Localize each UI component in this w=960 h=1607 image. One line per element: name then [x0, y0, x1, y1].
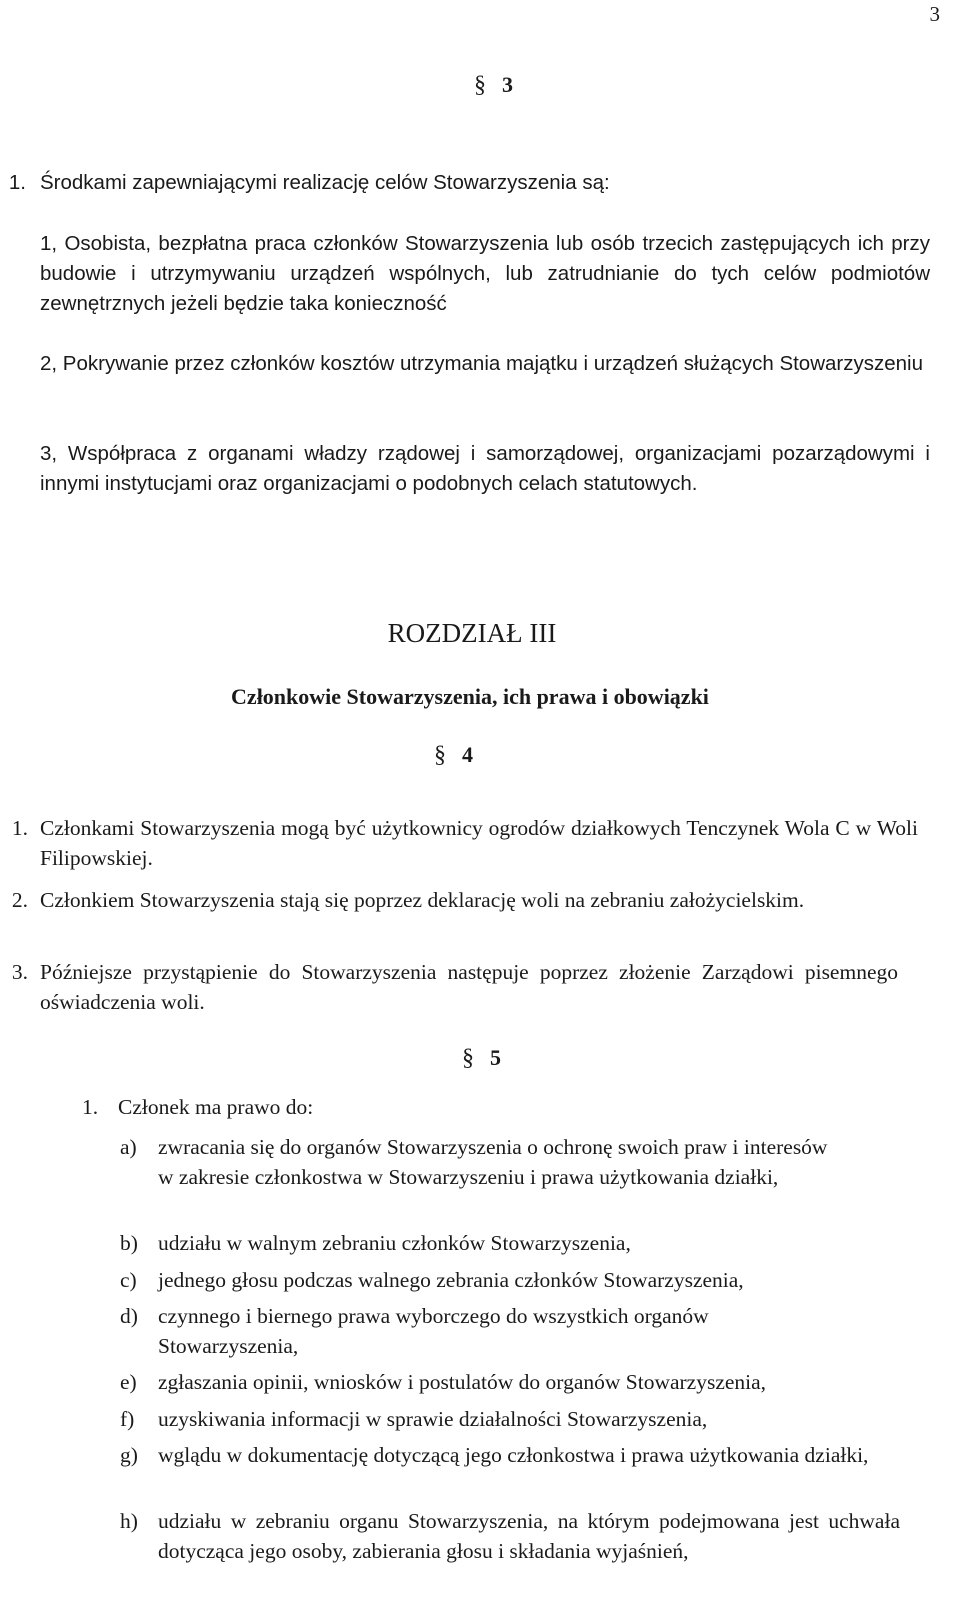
right-item-c	[120, 1265, 900, 1295]
right-item-f	[120, 1404, 900, 1434]
item-text: Środkami zapewniającymi realizację celów Stowarzyszenia są:	[40, 171, 610, 194]
item-number: 3.	[11, 960, 28, 984]
page-number: 3	[929, 2, 940, 26]
item-text: wglądu w dokumentację dotyczącą jego członkostwa i prawa użytkowania działki,	[158, 1443, 869, 1467]
section-number: 4	[462, 742, 473, 767]
item-letter: d)	[120, 1304, 138, 1328]
item-letter: e)	[120, 1370, 137, 1394]
item-text: udziału w zebraniu organu Stowarzyszenia, na którym podejmowana jest uchwała dotycząca jego osoby, zabierania głosu i składania wyjaśnień,	[158, 1509, 900, 1563]
item-letter: f)	[120, 1407, 135, 1431]
section-4-item-1	[0, 813, 918, 873]
right-item-h	[120, 1506, 900, 1566]
item-letter: g)	[120, 1443, 138, 1467]
item-text: zgłaszania opinii, wniosków i postulatów do organów Stowarzyszenia,	[158, 1370, 767, 1394]
section-sign: §	[474, 72, 486, 98]
section-number: 3	[502, 72, 513, 97]
chapter-subtitle: Członkowie Stowarzyszenia, ich prawa i obowiązki	[231, 684, 709, 709]
item-number: 1.	[11, 816, 28, 840]
item-letter: c)	[120, 1268, 137, 1292]
right-item-g	[120, 1440, 900, 1470]
item-number: 1.	[82, 1095, 99, 1119]
section-sign: §	[434, 742, 446, 768]
item-text: uzyskiwania informacji w sprawie działalności Stowarzyszenia,	[158, 1407, 708, 1431]
section-4-heading	[434, 742, 473, 769]
item-letter: h)	[120, 1509, 138, 1533]
item-number: 2.	[11, 888, 28, 912]
right-item-b	[120, 1228, 900, 1258]
section-3-paragraph-1: 1, Osobista, bezpłatna praca członków Stowarzyszenia lub osób trzecich zastępujących ich przy budowie i utrzymywaniu urządzeń wspólnych, lub zatrudnianie do tych celów podmiotów zewnętrznych jeżeli będzie taka konieczność	[40, 232, 930, 315]
section-4-item-2	[0, 885, 918, 915]
right-item-e	[120, 1367, 900, 1397]
section-3-heading	[474, 72, 513, 99]
right-item-d	[120, 1301, 900, 1361]
item-text: Członkami Stowarzyszenia mogą być użytkownicy ogrodów działkowych Tenczynek Wola C w Woli Filipowskiej.	[40, 816, 918, 870]
item-text: udziału w walnym zebraniu członków Stowarzyszenia,	[158, 1231, 631, 1255]
section-number: 5	[490, 1045, 501, 1070]
item-letter: b)	[120, 1231, 138, 1255]
section-4-item-3	[0, 957, 918, 1017]
section-5-intro	[82, 1092, 313, 1122]
item-text: jednego głosu podczas walnego zebrania członków Stowarzyszenia,	[158, 1268, 744, 1292]
item-letter: a)	[120, 1135, 137, 1159]
item-text: Późniejsze przystąpienie do Stowarzyszenia następuje poprzez złożenie Zarządowi pisemnego oświadczenia woli.	[40, 960, 898, 1014]
right-item-a	[120, 1132, 900, 1192]
section-3-paragraph-3: 3, Współpraca z organami władzy rządowej i samorządowej, organizacjami pozarządowymi i innymi instytucjami oraz organizacjami o podobnych celach statutowych.	[40, 442, 930, 495]
section-5-heading	[462, 1045, 501, 1072]
item-text: Członkiem Stowarzyszenia stają się poprzez deklarację woli na zebraniu założycielskim.	[40, 888, 805, 912]
item-text: Członek ma prawo do:	[118, 1095, 314, 1119]
section-3-item-1	[0, 168, 610, 198]
section-sign: §	[462, 1045, 474, 1071]
item-number: 1.	[8, 171, 26, 194]
item-text: czynnego i biernego prawa wyborczego do wszystkich organów Stowarzyszenia,	[158, 1304, 709, 1358]
chapter-title: ROZDZIAŁ III	[387, 618, 557, 648]
item-text: zwracania się do organów Stowarzyszenia o ochronę swoich praw i interesów w zakresie członkostwa w Stowarzyszeniu i prawa użytkowania działki,	[158, 1135, 828, 1189]
section-3-paragraph-2: 2, Pokrywanie przez członków kosztów utrzymania majątku i urządzeń służących Stowarzyszeniu	[40, 352, 924, 375]
